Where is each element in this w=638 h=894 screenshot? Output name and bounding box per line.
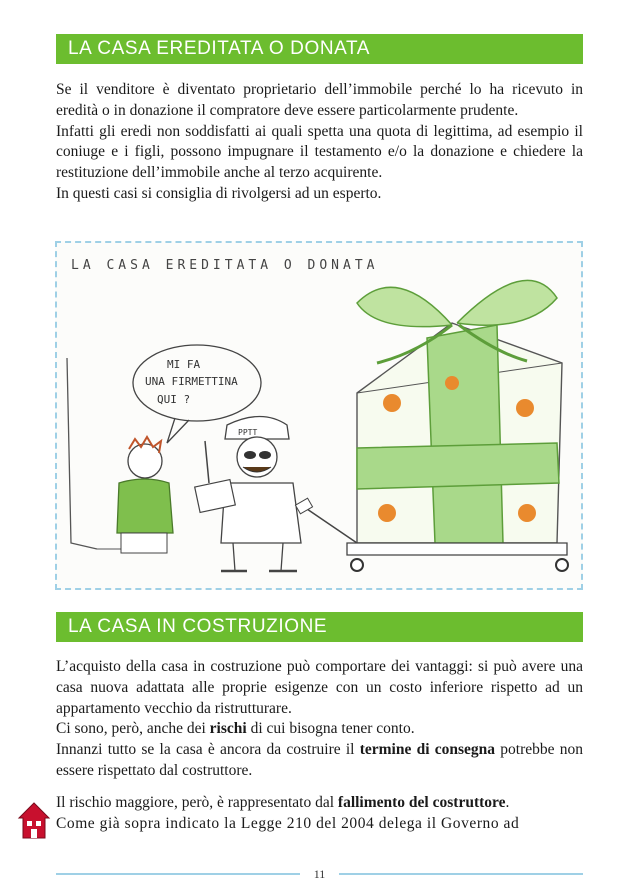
footer-line-left [56,873,300,875]
paragraph-advice: In questi casi si consiglia di rivolgersi ad un esperto. [56,184,382,202]
postman-figure [195,417,301,572]
paragraph-advantages: L’acquisto della casa in costruzione può comportare dei vantaggi: si può avere una casa nuova adattata alle proprie esigenze con un costo inferiore rispetto ad un appartamento vecchio da ristrutturare. [56,658,583,717]
paragraph-intro: Se il venditore è diventato proprietario dell’immobile perché lo ha ricevuto in eredità o in donazione il compratore deve essere particolarmente prudente. [56,81,583,119]
hand-drawn-illustration [57,243,581,588]
footer-line-right [339,873,583,875]
page-footer [56,864,583,884]
gift-house-drawing [347,280,568,571]
page-number: 11 [313,867,326,881]
emphasis-risks: rischi [209,720,247,738]
hat-label: PPTT [238,428,258,437]
illustration-frame [55,241,583,590]
illustration-caption: LA CASA EREDITATA O DONATA [71,258,379,273]
paragraph-law-reference: Come già sopra indicato la Legge 210 del 2004 delega il Governo ad [56,814,520,832]
emphasis-builder-failure: fallimento del costruttore [337,793,506,811]
paragraph-risks: Ci sono, però, anche dei rischi di cui bisogna tener conto. [56,720,415,738]
paragraph-delivery-term: Innanzi tutto se la casa è ancora da costruire il termine di consegna potrebbe non essere rispettato dal costruttore. [56,741,583,779]
house-icon [17,800,51,840]
heir-figure [117,437,173,553]
speech-line-2: UNA FIRMETTINA [145,375,238,388]
speech-line-3: QUI ? [157,393,191,406]
emphasis-delivery-term: termine di consegna [359,741,496,759]
section-body-under-construction [56,657,583,834]
section-header-inherited-house: LA CASA EREDITATA O DONATA [56,34,583,64]
speech-line-1: MI FA [167,358,201,371]
paragraph-heirs: Infatti gli eredi non soddisfatti ai quali spetta una quota di legittima, ad esempio il coniuge e i figli, possono impugnare il testamento e/o la donazione e chiedere la restituzione dell’immobile anche al terzo acquirente. [56,122,583,182]
paragraph-builder-failure: Il rischio maggiore, però, è rappresentato dal fallimento del costruttore. [56,793,510,811]
section-body-inherited-house [56,80,583,205]
section-header-under-construction: LA CASA IN COSTRUZIONE [56,612,583,642]
